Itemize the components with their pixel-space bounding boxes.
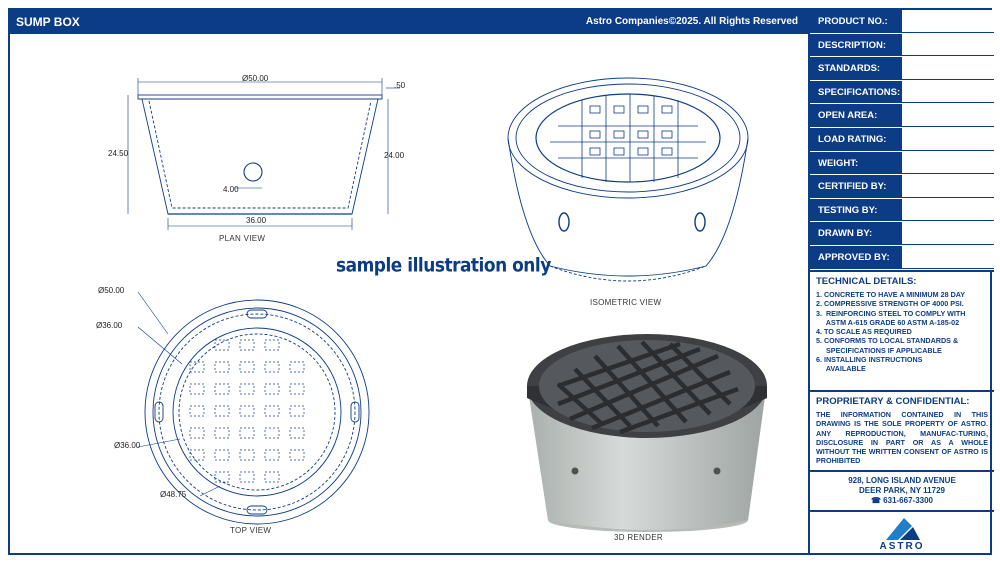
dim-plan-inner-height: 24.00 [384,151,405,160]
field-value [902,246,994,269]
field-value [902,152,994,175]
proprietary-section [810,390,994,470]
address-line-2: DEER PARK, NY 11729 [859,486,945,495]
title-bar [10,10,808,34]
copyright-text: Astro Companies©2025. All Rights Reserved [585,16,798,27]
dim-top-grate: Ø36.00 [114,441,141,450]
field-row [810,175,994,199]
proprietary-heading: PROPRIETARY & CONFIDENTIAL: [816,396,970,407]
tech-item: 1. CONCRETE TO HAVE A MINIMUM 28 DAY [816,290,966,299]
tech-item: 5. CONFORMS TO LOCAL STANDARDS & [816,336,959,346]
dim-plan-lip: .50 [394,81,406,90]
field-value [902,81,994,104]
field-row [810,57,994,81]
tech-item: AVAILABLE [816,364,866,374]
top-view-label: TOP VIEW [230,526,272,535]
proprietary-text: THE INFORMATION CONTAINED IN THIS DRAWING IS THE SOLE PROPERTY OF ASTRO. ANY REPRODUCTION, MANUFAC-TURING, DISCLOSURE IN PART OR AS A WHOLE WITHOUT THE WRITTEN CONSENT OF ASTRO IS PROHIBITED [816,410,988,466]
sample-watermark: sample illustration only [336,255,551,277]
drawing-sheet [8,8,992,555]
dim-plan-outer-height: 24.50 [108,149,129,158]
render-3d-label: 3D RENDER [614,533,663,542]
field-label: CERTIFIED BY: [810,175,902,198]
field-row [810,10,994,34]
dim-top-ring: Ø48.75 [160,490,187,499]
dim-top-inner: Ø36.00 [96,321,123,330]
field-value [902,128,994,151]
field-row [810,128,994,152]
field-value [902,175,994,198]
field-label: DRAWN BY: [810,222,902,245]
tech-item: 2. COMPRESSIVE STRENGTH OF 4000 PSI. [816,299,964,309]
logo-wordmark: ASTRO [879,541,925,552]
field-label: STANDARDS: [810,57,902,80]
dim-plan-top-width: Ø50.00 [242,74,269,83]
field-row [810,246,994,270]
address-block [810,470,994,510]
tech-item: ASTM A-615 GRADE 60 ASTM A-185-02 [816,317,960,327]
field-value [902,57,994,80]
tech-item: 4. TO SCALE AS REQUIRED [816,327,912,337]
drawing-area [10,34,808,555]
title-block-panel [808,10,992,555]
dim-top-outer: Ø50.00 [98,286,125,295]
field-value [902,104,994,127]
sheet-title: SUMP BOX [16,15,80,29]
field-row [810,104,994,128]
field-label: WEIGHT: [810,152,902,175]
field-label: SPECIFICATIONS: [810,81,902,104]
phone-number: ☎ 631-667-3300 [870,496,933,505]
technical-details-heading: TECHNICAL DETAILS: [816,276,917,287]
field-row [810,81,994,105]
field-label: LOAD RATING: [810,128,902,151]
astro-logo [810,510,994,555]
field-row [810,199,994,223]
field-value [902,222,994,245]
field-row [810,152,994,176]
field-row [810,222,994,246]
field-label: PRODUCT NO.: [810,10,902,33]
field-label: APPROVED BY: [810,246,902,269]
tech-item: SPECIFICATIONS IF APPLICABLE [816,345,942,355]
plan-view-label: PLAN VIEW [219,234,266,243]
field-label: DESCRIPTION: [810,34,902,57]
technical-drawings [10,34,808,555]
tech-item: 6. INSTALLING INSTRUCTIONS [816,355,923,365]
plan-view-drawing [128,78,400,230]
dim-plan-bottom-width: 36.00 [246,216,267,225]
tech-item: 3. REINFORCING STEEL TO COMPLY WITH [816,308,966,318]
address-line-1: 928, LONG ISLAND AVENUE [848,476,956,485]
field-value [902,34,994,57]
dim-plan-hole: 4.00 [223,185,239,194]
render-3d-image [527,334,767,532]
field-row [810,34,994,58]
field-label: TESTING BY: [810,199,902,222]
technical-details-section [810,270,994,390]
astro-logo-icon [882,516,922,542]
isometric-view-label: ISOMETRIC VIEW [590,298,662,307]
isometric-view-drawing [508,78,748,281]
field-value [902,10,994,33]
field-label: OPEN AREA: [810,104,902,127]
field-value [902,199,994,222]
